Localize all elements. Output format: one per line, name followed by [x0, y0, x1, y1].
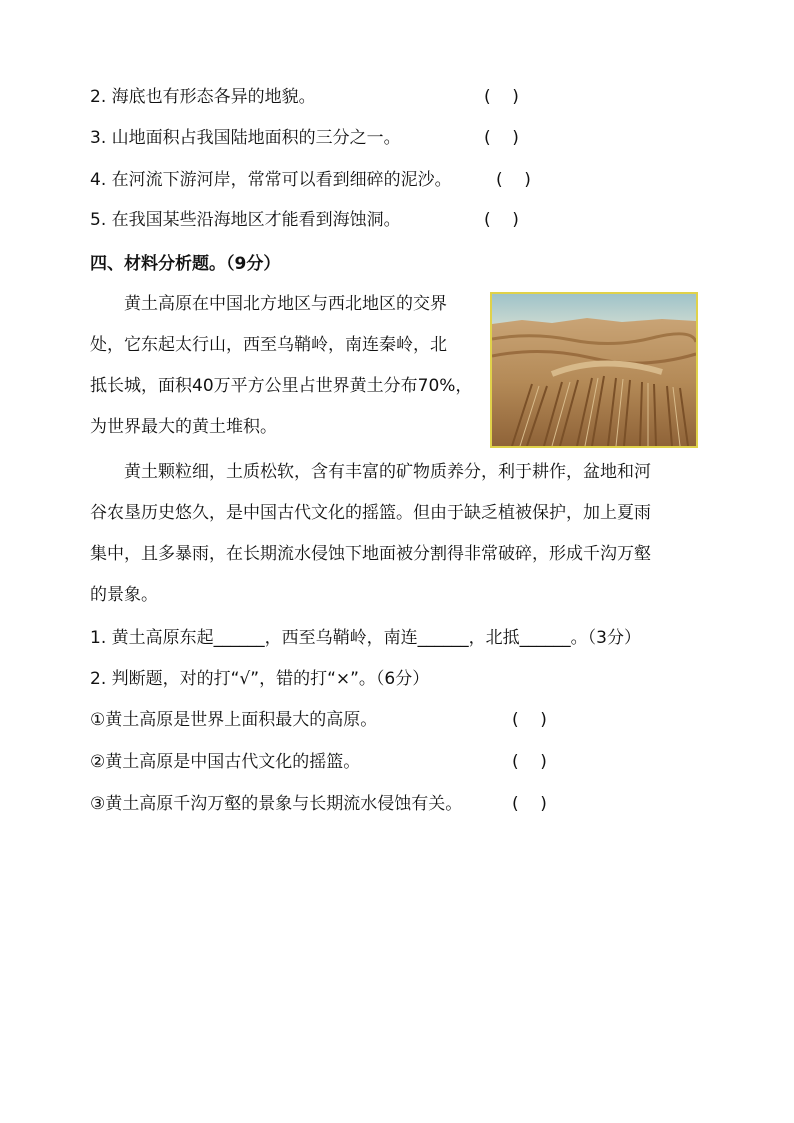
judgment-item-2: 2. 海底也有形态各异的地貌。 [90, 87, 316, 107]
answer-paren-4[interactable]: ( ) [496, 170, 531, 190]
loess-plateau-photo [490, 292, 698, 448]
paragraph-1-line-3: 抵长城，面积40万平方公里占世界黄土分布70%， [90, 376, 473, 396]
answer-paren-5[interactable]: ( ) [484, 210, 519, 230]
section-heading: 四、材料分析题。（9分） [90, 254, 281, 274]
judgment-item-4: 4. 在河流下游河岸，常常可以看到细碎的泥沙。 [90, 170, 452, 190]
paragraph-1-line-4: 为世界最大的黄土堆积。 [90, 417, 277, 437]
sub-answer-paren-3[interactable]: ( ) [512, 794, 547, 814]
judgment-item-5: 5. 在我国某些沿海地区才能看到海蚀洞。 [90, 210, 401, 230]
paragraph-2-line-1: 黄土颗粒细，土质松软，含有丰富的矿物质养分，利于耕作，盆地和河 [124, 462, 651, 482]
paragraph-2-line-2: 谷农垦历史悠久，是中国古代文化的摇篮。但由于缺乏植被保护，加上夏雨 [90, 503, 651, 523]
sub-answer-paren-2[interactable]: ( ) [512, 752, 547, 772]
answer-paren-3[interactable]: ( ) [484, 128, 519, 148]
paragraph-2-line-3: 集中，且多暴雨，在长期流水侵蚀下地面被分割得非常破碎，形成千沟万壑 [90, 544, 651, 564]
question-1-fill-blank: 1. 黄土高原东起______，西至乌鞘岭，南连______，北抵______。（3分） [90, 628, 641, 648]
loess-plateau-image [492, 294, 696, 446]
sub-answer-paren-1[interactable]: ( ) [512, 710, 547, 730]
sub-item-3: ③黄土高原千沟万壑的景象与长期流水侵蚀有关。 [90, 794, 463, 814]
paragraph-2-line-4: 的景象。 [90, 585, 158, 605]
paragraph-1-line-2: 处，它东起太行山，西至乌鞘岭，南连秦岭，北 [90, 335, 447, 355]
judgment-item-3: 3. 山地面积占我国陆地面积的三分之一。 [90, 128, 401, 148]
question-2-true-false: 2. 判断题，对的打“√”，错的打“×”。（6分） [90, 669, 430, 689]
paragraph-1-line-1: 黄土高原在中国北方地区与西北地区的交界 [124, 294, 447, 314]
sub-item-2: ②黄土高原是中国古代文化的摇篮。 [90, 752, 361, 772]
sub-item-1: ①黄土高原是世界上面积最大的高原。 [90, 710, 378, 730]
answer-paren-2[interactable]: ( ) [484, 87, 519, 107]
